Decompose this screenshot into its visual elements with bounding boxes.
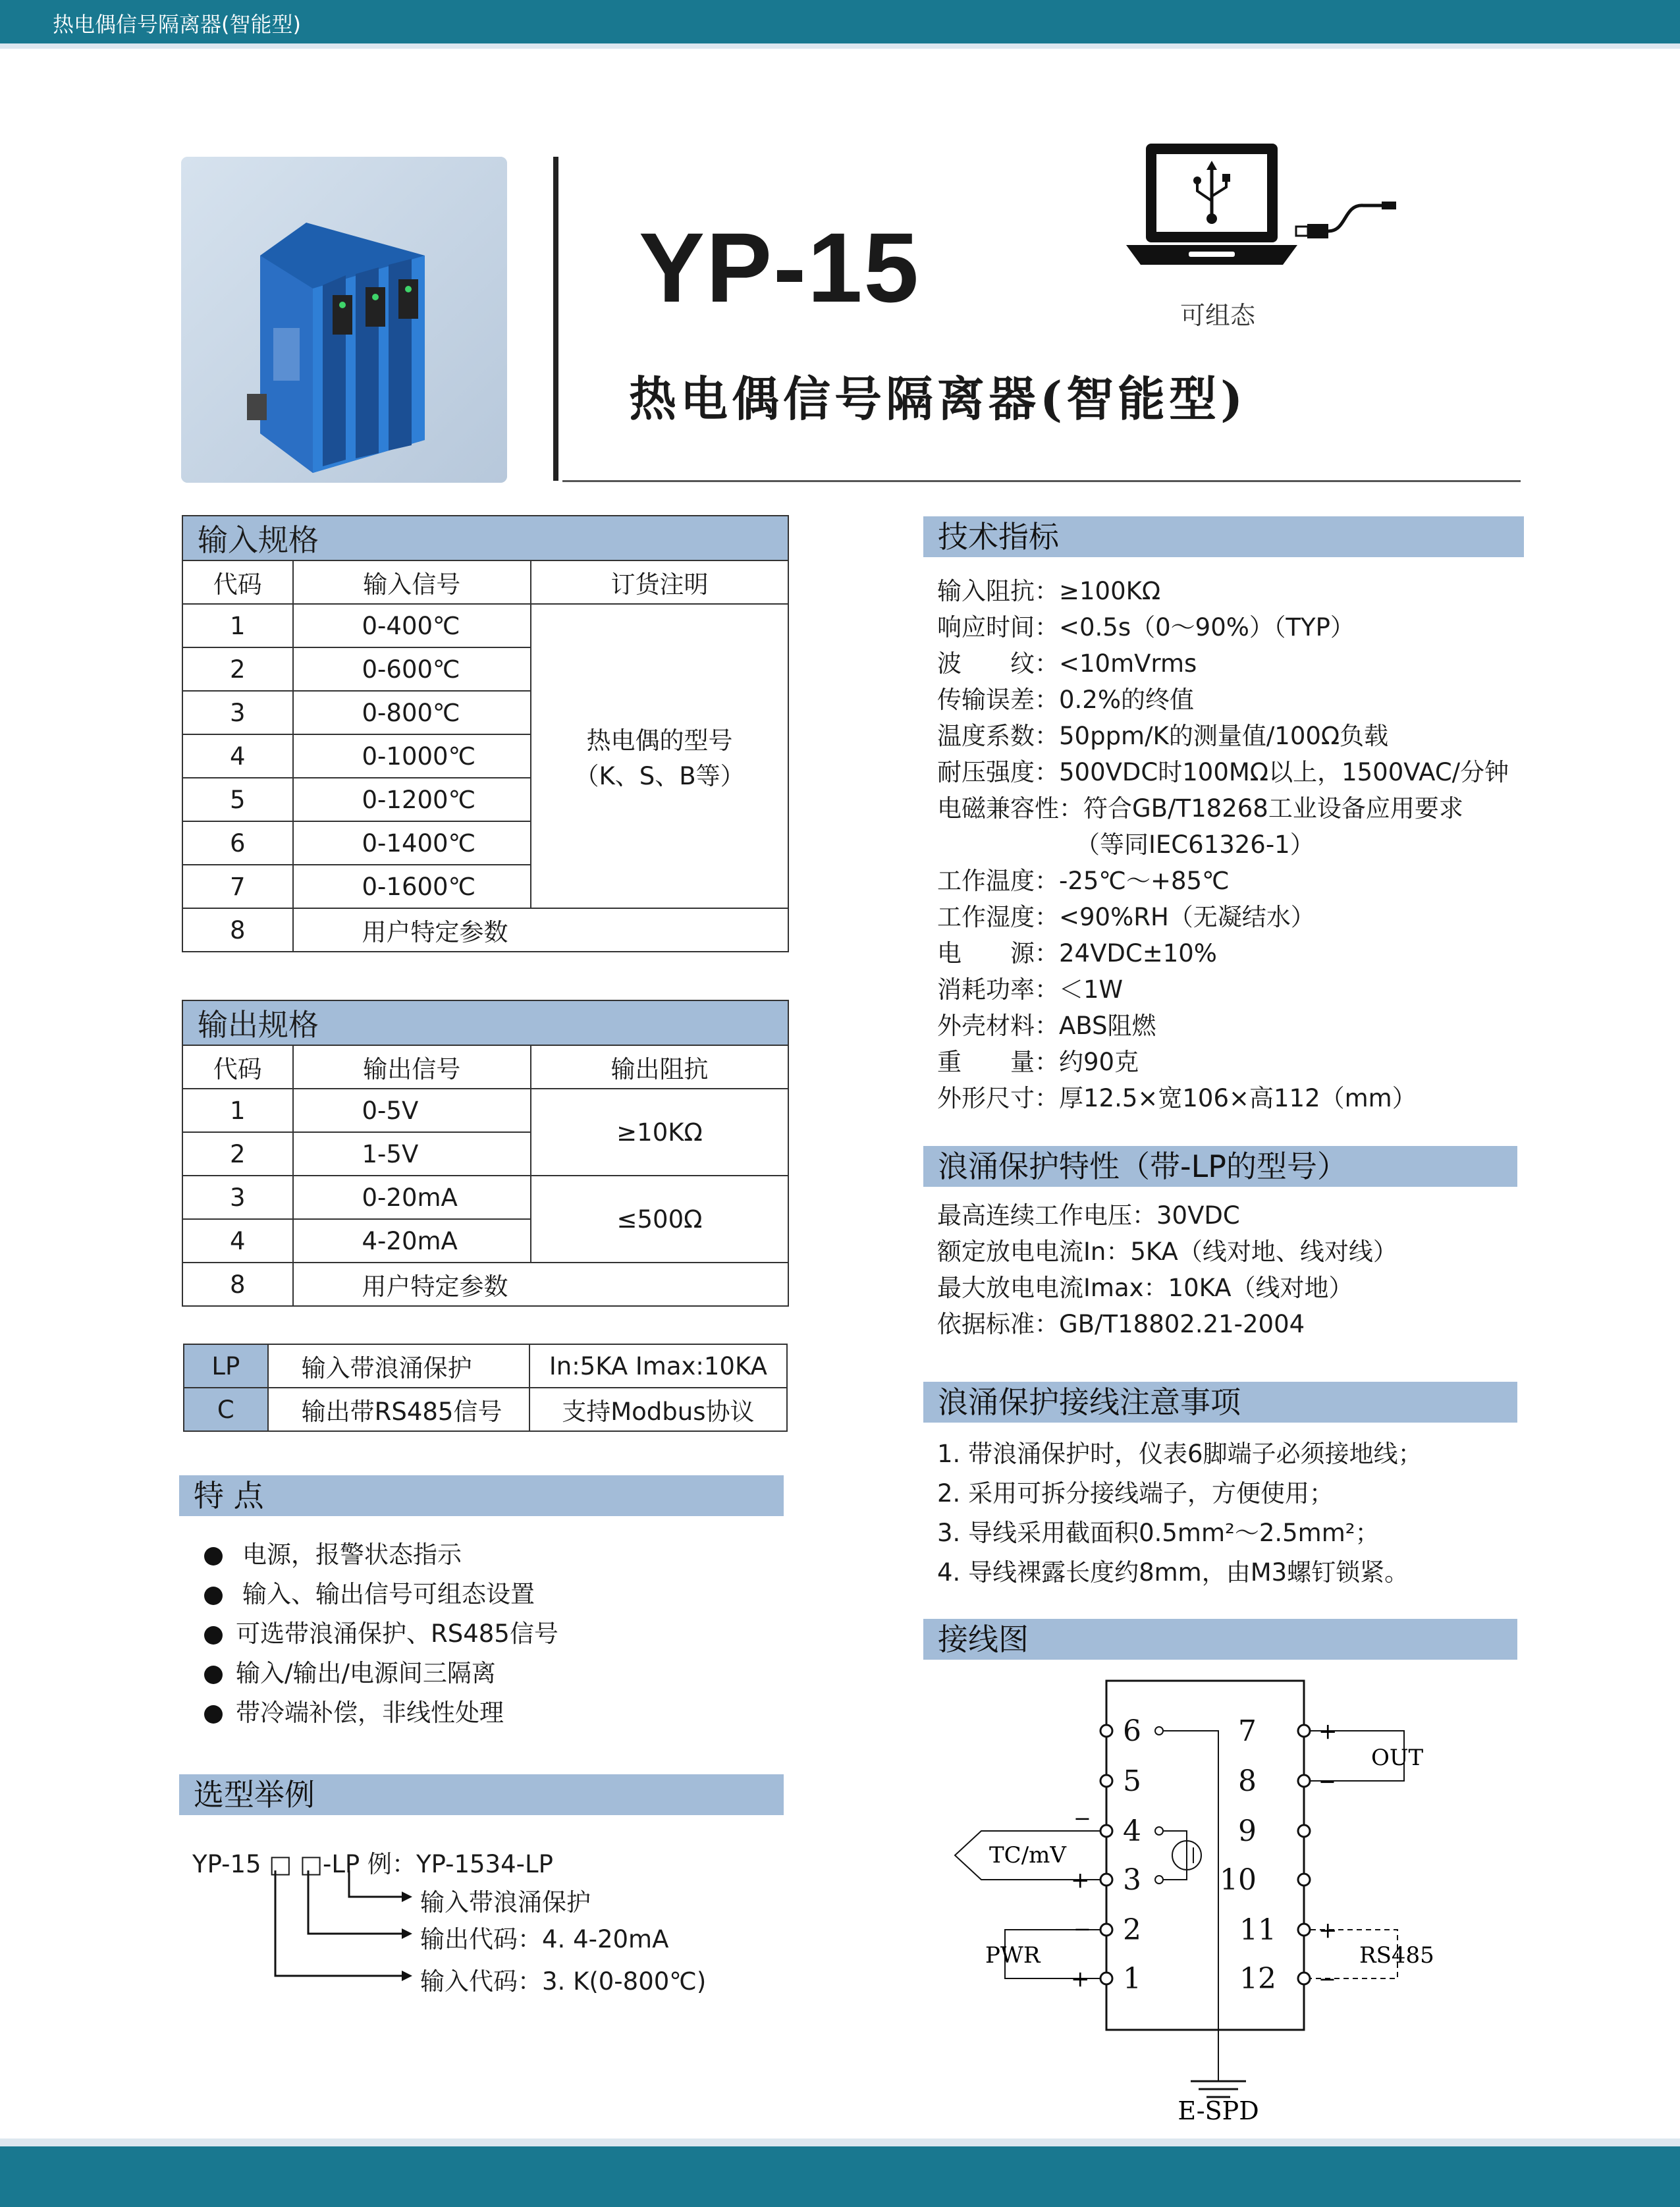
surge-list <box>937 1197 1397 1342</box>
feature-item: 可选带浪涌保护、RS485信号 <box>204 1614 558 1649</box>
tech-line: 外形尺寸：厚12.5×宽106×高112（mm） <box>937 1084 1417 1112</box>
features-heading: 特 点 <box>179 1475 784 1516</box>
product-photo <box>181 157 507 483</box>
bottom-banner <box>0 2146 1680 2207</box>
output-custom-code: 8 <box>182 1263 293 1306</box>
col-signal-header: 输入信号 <box>293 560 531 604</box>
surge-line: 额定放电电流In：5KA（线对地、线对线） <box>937 1238 1397 1266</box>
order-note-line2: （K、S、B等） <box>574 762 745 790</box>
output-signal: 4-20mA <box>293 1219 531 1263</box>
output-code: 4 <box>182 1219 293 1263</box>
output-signal: 0-5V <box>293 1089 531 1132</box>
input-code: 6 <box>182 821 293 865</box>
option-detail: 支持Modbus协议 <box>529 1388 787 1431</box>
bullet-icon <box>204 1666 223 1684</box>
sign-plus: + <box>1318 1718 1338 1745</box>
input-spec-heading: 输入规格 <box>182 516 788 560</box>
selection-pattern: YP-15 □ □-LP 例：YP-1534-LP <box>192 1850 553 1878</box>
sign-minus: − <box>1318 1769 1336 1794</box>
bullet-icon <box>204 1626 223 1645</box>
wiring-note: 3. 导线采用截面积0.5mm²～2.5mm²； <box>937 1519 1380 1547</box>
output-signal: 1-5V <box>293 1132 531 1176</box>
terminal-label: 6 <box>1123 1714 1141 1748</box>
tech-line: 电 源：24VDC±10% <box>937 939 1217 967</box>
terminal-label: 11 <box>1239 1913 1276 1947</box>
tech-line: 耐压强度：500VDC时100MΩ以上，1500VAC/分钟 <box>937 758 1509 786</box>
input-signal: 0-1600℃ <box>293 865 531 908</box>
feature-item: 电源，报警状态指示 <box>204 1535 462 1570</box>
terminal-label: 8 <box>1238 1764 1257 1798</box>
selection-legend-item: 输入代码：3. K(0-800℃) <box>420 1967 707 1996</box>
tech-heading: 技术指标 <box>923 516 1524 557</box>
tc-label: TC/mV <box>989 1842 1066 1868</box>
sign-minus: − <box>1318 1967 1336 1992</box>
sign-minus: − <box>1073 1806 1091 1831</box>
title-divider-vertical <box>553 157 558 481</box>
sign-plus: + <box>1071 1966 1090 1992</box>
bullet-icon <box>204 1705 223 1724</box>
selection-heading: 选型举例 <box>179 1774 784 1815</box>
sign-plus: + <box>1071 1867 1090 1894</box>
wiring-note: 4. 导线裸露长度约8mm，由M3螺钉锁紧。 <box>937 1558 1409 1587</box>
sign-minus: − <box>1073 1917 1091 1942</box>
configurable-label: 可组态 <box>1180 301 1256 330</box>
top-banner-rule <box>0 43 1680 49</box>
tech-line: 温度系数：50ppm/K的测量值/100Ω负载 <box>937 722 1389 750</box>
input-spec-table <box>182 515 789 952</box>
tech-line: 电磁兼容性：符合GB/T18268工业设备应用要求 <box>937 794 1463 823</box>
ground-label: E-SPD <box>1178 2096 1259 2121</box>
input-custom-code: 8 <box>182 908 293 952</box>
wiring-diagram <box>942 1673 1482 2121</box>
feature-item: 输入、输出信号可组态设置 <box>204 1574 535 1610</box>
output-signal: 0-20mA <box>293 1176 531 1219</box>
out-label: OUT <box>1371 1745 1424 1771</box>
wiring-note: 1. 带浪涌保护时，仪表6脚端子必须接地线； <box>937 1440 1423 1468</box>
tech-line: 响应时间：<0.5s（0～90%）（TYP） <box>937 613 1355 641</box>
tech-line: 波 纹：<10mVrms <box>937 649 1197 678</box>
option-code: C <box>184 1388 268 1431</box>
col-impedance-header: 输出阻抗 <box>531 1045 788 1089</box>
tech-line: 工作温度：-25℃～+85℃ <box>937 867 1230 895</box>
col-code-header: 代码 <box>182 560 293 604</box>
options-table <box>183 1344 788 1432</box>
output-spec-heading: 输出规格 <box>182 1000 788 1045</box>
order-note-line1: 热电偶的型号 <box>586 726 733 755</box>
col-output-signal-header: 输出信号 <box>293 1045 531 1089</box>
wiring-notes-list <box>937 1434 1423 1593</box>
input-signal: 0-1000℃ <box>293 734 531 778</box>
tech-line: 传输误差：0.2%的终值 <box>937 686 1194 714</box>
input-signal: 0-1200℃ <box>293 778 531 821</box>
terminal-label: 12 <box>1239 1962 1276 1996</box>
wiring-notes-heading: 浪涌保护接线注意事项 <box>923 1382 1517 1423</box>
selection-arrows <box>263 1870 415 1989</box>
bullet-icon <box>204 1587 223 1605</box>
order-note-cell <box>531 604 788 908</box>
bottom-banner-rule <box>0 2139 1680 2146</box>
isolator-device-illustration <box>181 157 507 483</box>
terminal-label: 4 <box>1123 1814 1141 1848</box>
output-code: 1 <box>182 1089 293 1132</box>
col-order-note-header: 订货注明 <box>531 560 788 604</box>
output-code: 2 <box>182 1132 293 1176</box>
option-desc: 输入带浪涌保护 <box>268 1344 529 1388</box>
selection-legend-item: 输出代码：4. 4-20mA <box>420 1925 669 1953</box>
feature-item: 输入/输出/电源间三隔离 <box>204 1653 496 1689</box>
terminal-label: 7 <box>1238 1714 1257 1748</box>
input-code: 3 <box>182 691 293 734</box>
output-spec-table <box>182 1000 789 1307</box>
input-signal: 0-400℃ <box>293 604 531 647</box>
surge-line: 最大放电电流Imax：10KA（线对地） <box>937 1274 1353 1302</box>
tech-line: 输入阻抗：≥100KΩ <box>937 577 1161 605</box>
tech-line: 外壳材料：ABS阻燃 <box>937 1012 1156 1040</box>
input-signal: 0-600℃ <box>293 647 531 691</box>
input-code: 4 <box>182 734 293 778</box>
wiring-heading: 接线图 <box>923 1619 1517 1660</box>
pwr-label: PWR <box>985 1942 1041 1969</box>
terminal-label: 10 <box>1220 1863 1257 1897</box>
wiring-note: 2. 采用可拆分接线端子，方便使用； <box>937 1479 1334 1508</box>
terminal-label: 9 <box>1238 1814 1257 1848</box>
feature-item: 带冷端补偿，非线性处理 <box>204 1693 504 1728</box>
tech-line: 消耗功率：＜1W <box>937 975 1124 1004</box>
col-code-header: 代码 <box>182 1045 293 1089</box>
model-number: YP-15 <box>639 212 920 323</box>
impedance-current: ≤500Ω <box>531 1176 788 1263</box>
tech-list <box>937 573 1509 1116</box>
selection-legend-item: 输入带浪涌保护 <box>420 1888 591 1917</box>
header-title: 热电偶信号隔离器(智能型) <box>53 12 301 37</box>
tech-line: （等同IEC61326-1） <box>1075 831 1314 859</box>
input-signal: 0-1400℃ <box>293 821 531 865</box>
input-signal: 0-800℃ <box>293 691 531 734</box>
terminal-label: 3 <box>1123 1863 1141 1897</box>
product-name: 热电偶信号隔离器(智能型) <box>629 371 1247 427</box>
tech-line: 重 量：约90克 <box>937 1048 1139 1076</box>
impedance-voltage: ≥10KΩ <box>531 1089 788 1176</box>
input-code: 2 <box>182 647 293 691</box>
option-code: LP <box>184 1344 268 1388</box>
input-code: 5 <box>182 778 293 821</box>
output-custom-label: 用户特定参数 <box>293 1263 788 1306</box>
title-divider-horizontal <box>562 480 1521 482</box>
input-code: 1 <box>182 604 293 647</box>
terminal-label: 1 <box>1123 1962 1141 1996</box>
bullet-icon <box>204 1547 223 1566</box>
surge-line: 依据标准：GB/T18802.21-2004 <box>937 1310 1305 1338</box>
option-detail: In:5KA Imax:10KA <box>529 1344 787 1388</box>
input-code: 7 <box>182 865 293 908</box>
sign-plus: + <box>1318 1917 1338 1944</box>
output-code: 3 <box>182 1176 293 1219</box>
laptop-usb-icon <box>1120 138 1409 270</box>
surge-line: 最高连续工作电压：30VDC <box>937 1201 1240 1230</box>
input-custom-label: 用户特定参数 <box>293 908 788 952</box>
terminal-label: 5 <box>1123 1764 1141 1798</box>
rs485-label: RS485 <box>1359 1942 1434 1969</box>
terminal-label: 2 <box>1123 1913 1141 1947</box>
tech-line: 工作湿度：<90%RH（无凝结水） <box>937 903 1315 931</box>
surge-heading: 浪涌保护特性（带-LP的型号） <box>923 1146 1517 1187</box>
option-desc: 输出带RS485信号 <box>268 1388 529 1431</box>
